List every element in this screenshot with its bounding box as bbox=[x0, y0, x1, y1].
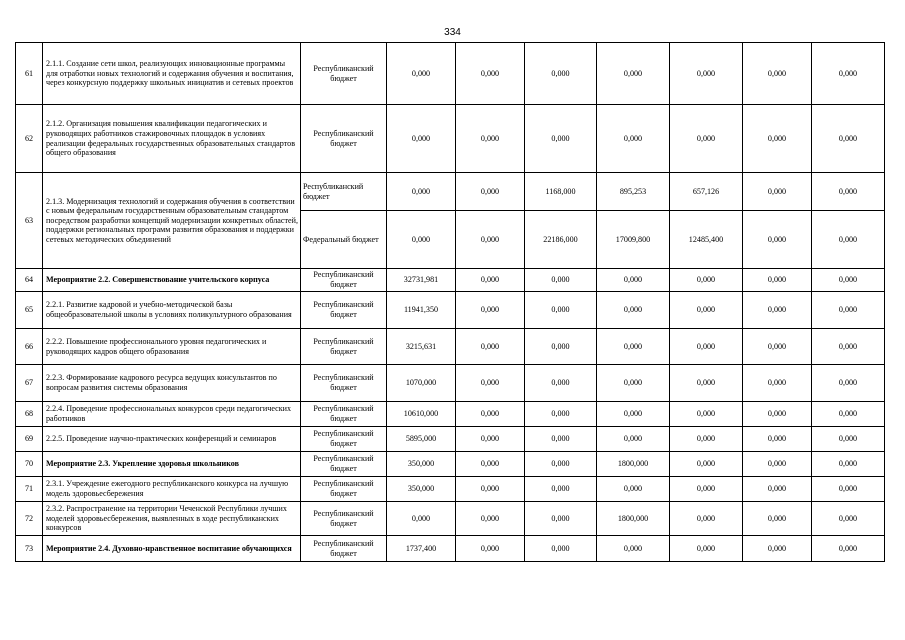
amount-cell: 0,000 bbox=[597, 292, 670, 329]
activity-description: 2.3.2. Распространение на территории Чеченской Республики лучших моделей здоровьесбережения, выявленных в ходе республиканских конкурсов bbox=[43, 502, 301, 536]
funding-source: Республиканский бюджет bbox=[301, 329, 387, 365]
amount-cell: 0,000 bbox=[743, 402, 812, 427]
funding-source: Республиканский бюджет bbox=[301, 43, 387, 105]
amount-cell: 350,000 bbox=[387, 477, 456, 502]
table-row bbox=[16, 536, 885, 562]
table-row bbox=[16, 365, 885, 402]
table-row bbox=[16, 43, 885, 105]
amount-cell: 0,000 bbox=[743, 427, 812, 452]
funding-source: Республиканский бюджет bbox=[301, 292, 387, 329]
funding-source: Федеральный бюджет bbox=[301, 211, 387, 269]
amount-cell: 11941,350 bbox=[387, 292, 456, 329]
amount-cell: 0,000 bbox=[812, 105, 885, 173]
amount-cell: 0,000 bbox=[743, 269, 812, 292]
amount-cell: 0,000 bbox=[456, 365, 525, 402]
activity-description: 2.2.3. Формирование кадрового ресурса ведущих консультантов по вопросам развития системы образования bbox=[43, 365, 301, 402]
amount-cell: 0,000 bbox=[670, 105, 743, 173]
amount-cell: 0,000 bbox=[743, 365, 812, 402]
amount-cell: 0,000 bbox=[670, 536, 743, 562]
amount-cell: 1800,000 bbox=[597, 502, 670, 536]
amount-cell: 0,000 bbox=[670, 43, 743, 105]
funding-source: Республиканский бюджет bbox=[301, 427, 387, 452]
amount-cell: 0,000 bbox=[812, 329, 885, 365]
amount-cell: 22186,000 bbox=[525, 211, 597, 269]
funding-source: Республиканский бюджет bbox=[301, 477, 387, 502]
amount-cell: 0,000 bbox=[743, 43, 812, 105]
row-number: 63 bbox=[16, 173, 43, 269]
amount-cell: 0,000 bbox=[456, 402, 525, 427]
amount-cell: 0,000 bbox=[525, 329, 597, 365]
amount-cell: 1070,000 bbox=[387, 365, 456, 402]
funding-source: Республиканский бюджет bbox=[301, 173, 387, 211]
table-row bbox=[16, 502, 885, 536]
row-number: 62 bbox=[16, 105, 43, 173]
table-row bbox=[16, 269, 885, 292]
amount-cell: 0,000 bbox=[670, 452, 743, 477]
amount-cell: 0,000 bbox=[456, 329, 525, 365]
amount-cell: 0,000 bbox=[597, 105, 670, 173]
activity-description: 2.2.4. Проведение профессиональных конкурсов среди педагогических работников bbox=[43, 402, 301, 427]
row-number: 64 bbox=[16, 269, 43, 292]
amount-cell: 0,000 bbox=[525, 292, 597, 329]
amount-cell: 0,000 bbox=[670, 427, 743, 452]
amount-cell: 0,000 bbox=[670, 502, 743, 536]
amount-cell: 0,000 bbox=[525, 477, 597, 502]
amount-cell: 0,000 bbox=[743, 292, 812, 329]
funding-source: Республиканский бюджет bbox=[301, 269, 387, 292]
amount-cell: 0,000 bbox=[456, 211, 525, 269]
amount-cell: 0,000 bbox=[387, 173, 456, 211]
amount-cell: 0,000 bbox=[525, 502, 597, 536]
amount-cell: 0,000 bbox=[597, 477, 670, 502]
amount-cell: 5895,000 bbox=[387, 427, 456, 452]
amount-cell: 0,000 bbox=[597, 365, 670, 402]
amount-cell: 0,000 bbox=[743, 105, 812, 173]
amount-cell: 0,000 bbox=[525, 536, 597, 562]
amount-cell: 17009,800 bbox=[597, 211, 670, 269]
amount-cell: 0,000 bbox=[525, 452, 597, 477]
activity-description: 2.2.1. Развитие кадровой и учебно-методической базы общеобразовательной школы в условиях поликультурного образования bbox=[43, 292, 301, 329]
row-number: 70 bbox=[16, 452, 43, 477]
activity-description: Мероприятие 2.2. Совершенствование учительского корпуса bbox=[43, 269, 301, 292]
amount-cell: 0,000 bbox=[456, 536, 525, 562]
amount-cell: 1168,000 bbox=[525, 173, 597, 211]
funding-source: Республиканский бюджет bbox=[301, 105, 387, 173]
row-number: 73 bbox=[16, 536, 43, 562]
amount-cell: 0,000 bbox=[812, 477, 885, 502]
table-row bbox=[16, 452, 885, 477]
amount-cell: 0,000 bbox=[387, 43, 456, 105]
amount-cell: 0,000 bbox=[525, 402, 597, 427]
funding-source: Республиканский бюджет bbox=[301, 402, 387, 427]
amount-cell: 0,000 bbox=[812, 269, 885, 292]
amount-cell: 0,000 bbox=[387, 105, 456, 173]
amount-cell: 0,000 bbox=[597, 43, 670, 105]
amount-cell: 350,000 bbox=[387, 452, 456, 477]
row-number: 67 bbox=[16, 365, 43, 402]
amount-cell: 0,000 bbox=[812, 427, 885, 452]
amount-cell: 0,000 bbox=[743, 452, 812, 477]
amount-cell: 0,000 bbox=[525, 43, 597, 105]
amount-cell: 0,000 bbox=[597, 269, 670, 292]
amount-cell: 0,000 bbox=[525, 105, 597, 173]
page-number: 334 bbox=[444, 27, 461, 38]
activity-description: 2.1.3. Модернизация технологий и содержания обучения в соответствии с новым федеральным государственным образовательным стандартом посредством разработки концепций модернизации конкретных областей, поддержки региональных программ развития образования и поддержки сетевых методических объединений bbox=[43, 173, 301, 269]
amount-cell: 3215,631 bbox=[387, 329, 456, 365]
table-row bbox=[16, 105, 885, 173]
amount-cell: 0,000 bbox=[597, 536, 670, 562]
amount-cell: 0,000 bbox=[456, 427, 525, 452]
row-number: 66 bbox=[16, 329, 43, 365]
funding-source: Республиканский бюджет bbox=[301, 536, 387, 562]
row-number: 68 bbox=[16, 402, 43, 427]
row-number: 71 bbox=[16, 477, 43, 502]
funding-source: Республиканский бюджет bbox=[301, 452, 387, 477]
table-row bbox=[16, 329, 885, 365]
amount-cell: 0,000 bbox=[456, 477, 525, 502]
amount-cell: 0,000 bbox=[812, 365, 885, 402]
amount-cell: 0,000 bbox=[812, 292, 885, 329]
amount-cell: 0,000 bbox=[525, 269, 597, 292]
table-row bbox=[16, 427, 885, 452]
amount-cell: 0,000 bbox=[670, 477, 743, 502]
amount-cell: 0,000 bbox=[743, 477, 812, 502]
amount-cell: 0,000 bbox=[743, 502, 812, 536]
funding-source: Республиканский бюджет bbox=[301, 365, 387, 402]
table-row bbox=[16, 173, 885, 211]
row-number: 65 bbox=[16, 292, 43, 329]
table-row bbox=[16, 477, 885, 502]
amount-cell: 0,000 bbox=[456, 173, 525, 211]
amount-cell: 0,000 bbox=[456, 269, 525, 292]
amount-cell: 0,000 bbox=[670, 329, 743, 365]
activity-description: 2.3.1. Учреждение ежегодного республиканского конкурса на лучшую модель здоровьесбережения bbox=[43, 477, 301, 502]
amount-cell: 0,000 bbox=[670, 292, 743, 329]
activity-description: 2.2.5. Проведение научно-практических конференций и семинаров bbox=[43, 427, 301, 452]
amount-cell: 0,000 bbox=[525, 427, 597, 452]
activity-description: 2.2.2. Повышение профессионального уровня педагогических и руководящих кадров общего образования bbox=[43, 329, 301, 365]
amount-cell: 0,000 bbox=[670, 402, 743, 427]
amount-cell: 0,000 bbox=[812, 402, 885, 427]
table-row bbox=[16, 292, 885, 329]
activity-description: Мероприятие 2.4. Духовно-нравственное воспитание обучающихся bbox=[43, 536, 301, 562]
amount-cell: 0,000 bbox=[812, 536, 885, 562]
amount-cell: 0,000 bbox=[525, 365, 597, 402]
budget-table bbox=[15, 42, 885, 562]
amount-cell: 0,000 bbox=[456, 105, 525, 173]
activity-description: 2.1.1. Создание сети школ, реализующих инновационные программы для отработки новых технологий и содержания обучения и воспитания, через конкурсную поддержку школьных инициатив и сетевых проектов bbox=[43, 43, 301, 105]
amount-cell: 0,000 bbox=[456, 292, 525, 329]
amount-cell: 0,000 bbox=[387, 502, 456, 536]
activity-description: 2.1.2. Организация повышения квалификации педагогических и руководящих работников стажировочных площадок в условиях реализации федеральных государственных образовательных стандартов общего образования bbox=[43, 105, 301, 173]
amount-cell: 895,253 bbox=[597, 173, 670, 211]
amount-cell: 0,000 bbox=[812, 43, 885, 105]
amount-cell: 0,000 bbox=[743, 211, 812, 269]
amount-cell: 0,000 bbox=[812, 452, 885, 477]
amount-cell: 1800,000 bbox=[597, 452, 670, 477]
amount-cell: 0,000 bbox=[670, 269, 743, 292]
amount-cell: 0,000 bbox=[597, 402, 670, 427]
amount-cell: 10610,000 bbox=[387, 402, 456, 427]
amount-cell: 12485,400 bbox=[670, 211, 743, 269]
funding-source: Республиканский бюджет bbox=[301, 502, 387, 536]
amount-cell: 0,000 bbox=[456, 452, 525, 477]
amount-cell: 0,000 bbox=[670, 365, 743, 402]
activity-description: Мероприятие 2.3. Укрепление здоровья школьников bbox=[43, 452, 301, 477]
row-number: 72 bbox=[16, 502, 43, 536]
amount-cell: 0,000 bbox=[812, 502, 885, 536]
amount-cell: 0,000 bbox=[456, 43, 525, 105]
amount-cell: 0,000 bbox=[597, 329, 670, 365]
table-row bbox=[16, 402, 885, 427]
amount-cell: 0,000 bbox=[597, 427, 670, 452]
amount-cell: 0,000 bbox=[812, 211, 885, 269]
amount-cell: 0,000 bbox=[743, 536, 812, 562]
amount-cell: 0,000 bbox=[812, 173, 885, 211]
row-number: 61 bbox=[16, 43, 43, 105]
amount-cell: 0,000 bbox=[743, 173, 812, 211]
amount-cell: 0,000 bbox=[387, 211, 456, 269]
row-number: 69 bbox=[16, 427, 43, 452]
amount-cell: 0,000 bbox=[456, 502, 525, 536]
amount-cell: 32731,981 bbox=[387, 269, 456, 292]
amount-cell: 0,000 bbox=[743, 329, 812, 365]
amount-cell: 1737,400 bbox=[387, 536, 456, 562]
amount-cell: 657,126 bbox=[670, 173, 743, 211]
